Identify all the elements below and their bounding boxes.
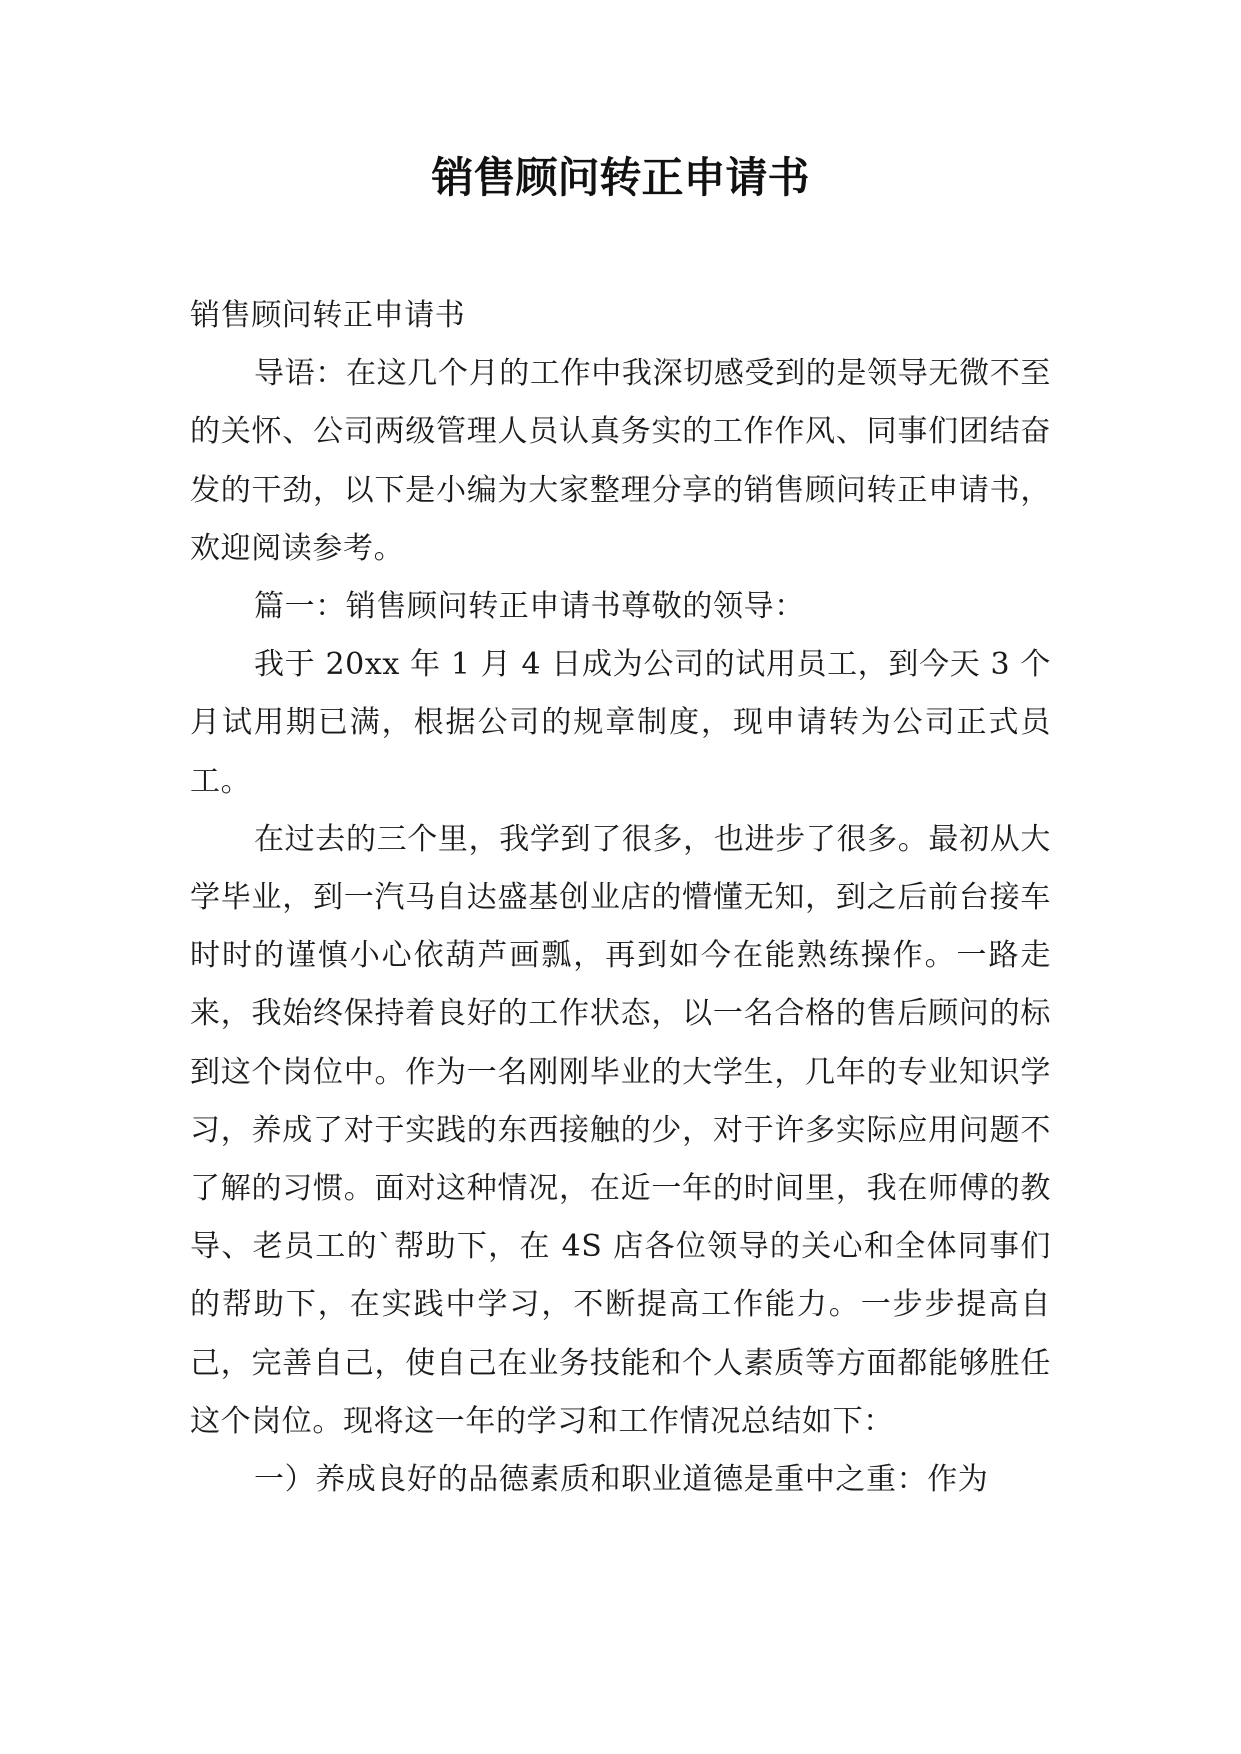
paragraph-intro: 导语：在这几个月的工作中我深切感受到的是领导无微不至的关怀、公司两级管理人员认真务实的工作作风、同事们团结奋发的干劲，以下是小编为大家整理分享的销售顾问转正申请书，欢迎阅读参考。	[190, 356, 1051, 566]
paragraph-application: 我于 20xx 年 1 月 4 日成为公司的试用员工，到今天 3 个月试用期已满，根据公司的规章制度，现申请转为公司正式员工。	[190, 647, 1051, 799]
paragraph-experience: 在过去的三个里，我学到了很多，也进步了很多。最初从大学毕业，到一汽马自达盛基创业店的懵懂无知，到之后前台接车时时的谨慎小心依葫芦画瓢，再到如今在能熟练操作。一路走来，我始终保持着良好的工作状态，以一名合格的售后顾问的标到这个岗位中。作为一名刚刚毕业的大学生，几年的专业知识学习，养成了对于实践的东西接触的少，对于许多实际应用问题不了解的习惯。面对这种情况，在近一年的时间里，我在师傅的教导、老员工的`帮助下，在 4S 店各位领导的关心和全体同事们的帮助下，在实践中学习，不断提高工作能力。一步步提高自己，完善自己，使自己在业务技能和个人素质等方面都能够胜任这个岗位。现将这一年的学习和工作情况总结如下：	[190, 821, 1051, 1439]
paragraph-section-one: 一）养成良好的品德素质和职业道德是重中之重：作为	[254, 1462, 989, 1498]
document-body	[190, 287, 1051, 1509]
paragraph-heading: 销售顾问转正申请书	[190, 298, 466, 333]
document-title: 销售顾问转正申请书	[431, 153, 810, 202]
paragraph-salutation: 篇一：销售顾问转正申请书尊敬的领导：	[254, 589, 805, 625]
